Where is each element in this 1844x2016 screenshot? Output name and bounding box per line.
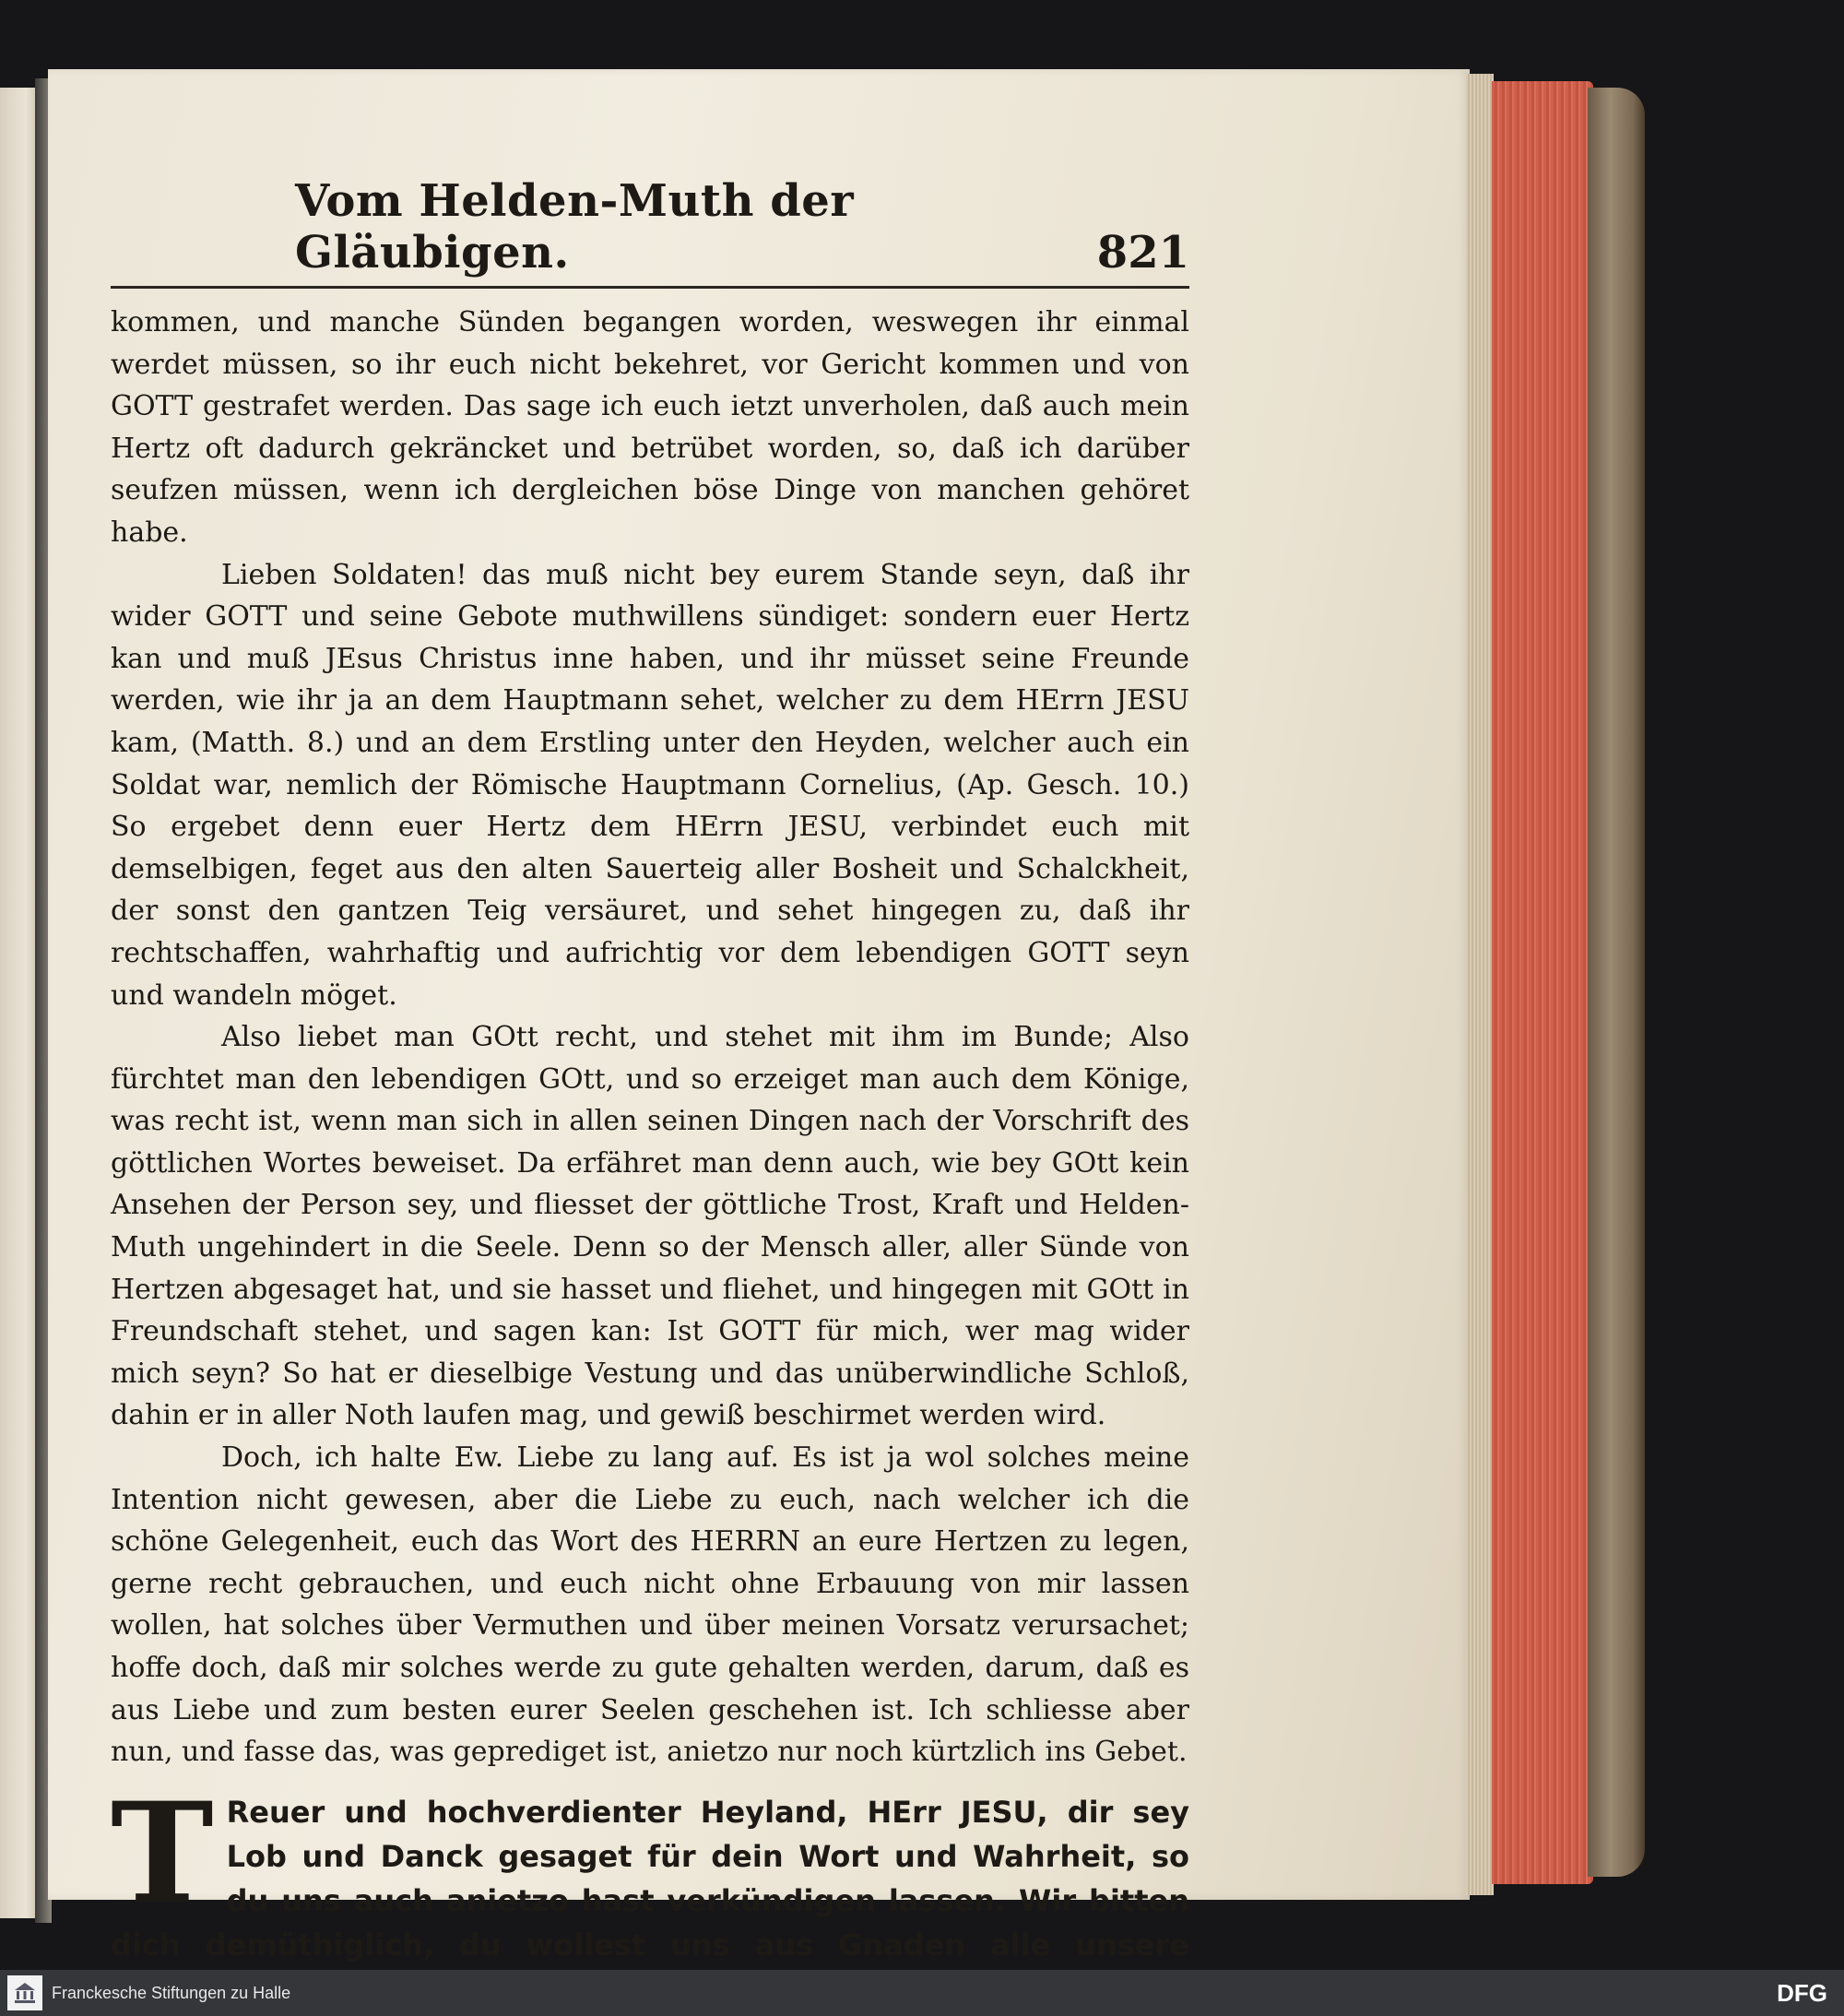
- page-number: 821: [1096, 227, 1189, 279]
- dfg-logo: DFG: [1777, 1978, 1827, 2007]
- institution-name: Franckesche Stiftungen zu Halle: [52, 1983, 291, 2002]
- paragraph-4: Doch, ich halte Ew. Liebe zu lang auf. Es ist ja wol solches meine Intention nicht gewesen, aber die Liebe zu euch, nach welcher ich die schöne Gelegenheit, euch das Wort des HERRN an eure Hertzen zu legen, gerne recht gebrauchen, und euch nicht ohne Erbauung von mir lassen wollen, hat solches über Vermuthen und über meinen Vorsatz verursachet; hoffe doch, daß mir solches werde zu gute gehalten werden, darum, daß es aus Liebe und zum besten eurer Seelen geschehen ist. Ich schliesse aber nun, und fasse das, was geprediget ist, anietzo nur noch kürtzlich ins Gebet.: [111, 1441, 1189, 1769]
- viewer-bottom-bar: [0, 1970, 1844, 2016]
- page-header: [111, 175, 1189, 279]
- page-stack: [1466, 74, 1494, 1895]
- prayer-block: [111, 1772, 1189, 1970]
- page-text: [111, 175, 1189, 1970]
- drop-cap: T: [111, 1772, 214, 1935]
- red-page-edge: [1492, 81, 1593, 1884]
- paragraph-1: kommen, und manche Sünden begangen worden, weswegen ihr einmal werdet müssen, so ihr euch nicht bekehret, vor Gericht kommen und von GOTT gestrafet werden. Das sage ich euch ietzt unverholen, daß auch mein Hertz oft dadurch gekräncket und betrübet worden, so, daß ich darüber seufzen müssen, wenn ich dergleichen böse Dinge von manchen gehöret habe.: [111, 306, 1189, 549]
- running-head: Vom Helden-Muth der Gläubigen.: [295, 175, 855, 279]
- prayer-text: Reuer und hochverdienter Heyland, HErr JESU, dir sey Lob und Danck gesaget für dein Wort und Wahrheit, so du uns auch anietzo hast verkündigen lassen. Wir bitten dich demüthiglich, du wollest uns aus Gnaden alle unsere: [111, 1794, 1189, 1963]
- facing-page-edge: [0, 88, 37, 1918]
- paragraph-2: Lieben Soldaten! das muß nicht bey eurem Stande seyn, daß ihr wider GOTT und seine Gebote muthwillens sündiget: sondern euer Hertz kan und muß JEsus Christus inne haben, und ihr müsset seine Freunde werden, wie ihr ja an dem Hauptmann sehet, welcher zu dem HErrn JESU kam, (Matth. 8.) und an dem Erstling unter den Heyden, welcher auch ein Soldat war, nemlich der Römische Hauptmann Cornelius, (Ap. Gesch. 10.) So ergebet denn euer Hertz dem HErrn JESU, verbindet euch mit demselbigen, feget aus den alten Sauerteig aller Bosheit und Schalckheit, der sonst den gantzen Teig versäuret, und sehet hingegen zu, daß ihr rechtschaffen, wahrhaftig und aufrichtig vor dem lebendigen GOTT seyn und wandeln möget.: [111, 558, 1189, 1012]
- institution-logo-icon: [7, 1975, 42, 2010]
- institution-credit: [0, 1975, 290, 2010]
- paragraph-3: Also liebet man GOtt recht, und stehet mit ihm im Bunde; Also fürchtet man den lebendigen GOtt, und so erzeiget man auch dem Könige, was recht ist, wenn man sich in allen seinen Dingen nach der Vorschrift des göttlichen Wortes beweiset. Da erfähret man denn auch, wie bey GOtt kein Ansehen der Person sey, und fliesset der göttliche Trost, Kraft und Helden-Muth ungehindert in die Seele. Denn so der Mensch aller, aller Sünde von Hertzen abgesaget hat, und sie hasset und fliehet, und hingegen mit GOtt in Freundschaft stehet, und sagen kan: Ist GOTT für mich, wer mag wider mich seyn? So hat er dieselbige Vestung und das unüberwindliche Schloß, dahin er in aller Noth laufen mag, und gewiß beschirmet werden wird.: [111, 1021, 1189, 1432]
- header-rule: [111, 286, 1189, 289]
- book-cover: [1588, 88, 1645, 1877]
